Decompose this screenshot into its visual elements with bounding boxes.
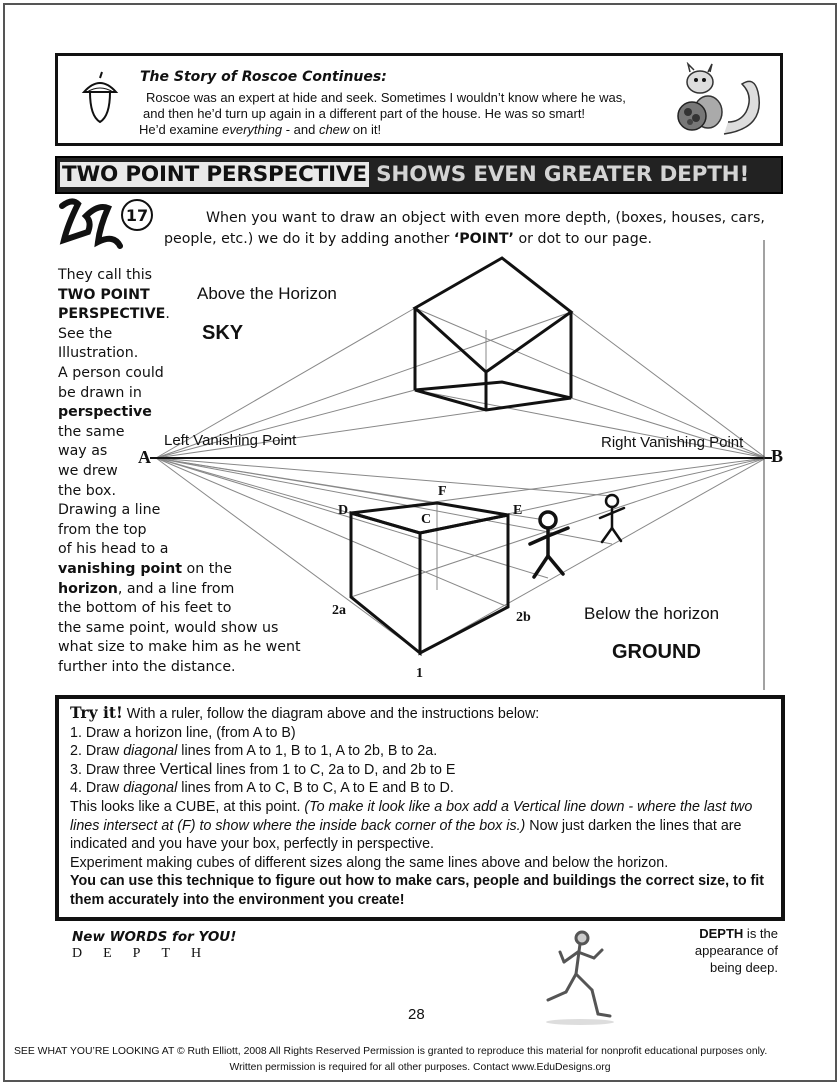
point-e-label: E	[513, 503, 523, 518]
stick-figure-near	[530, 512, 568, 577]
label-above-horizon: Above the Horizon	[197, 284, 337, 303]
new-words-heading: New WORDS for YOU!	[72, 929, 237, 945]
try-it-instructions: Try it! With a ruler, follow the diagram above and the instructions below: 1. Draw a horizon line, (from A to B) 2. Draw diagonal lines from A to 1, B to 1, A to 2b, B to 2a. 3. Draw three Vertical lines from 1 to C, 2a to D, and 2b to E 4. Draw diagonal lines from A to C, B to C, A to E and B to D. This looks like a CUBE, at this point. (To make it look like a box add a Vertical line down - where the last two lines intersect at (F) to show where the inside back corner of the box is.) Now just darken the lines that are indicated and you have your box, perfectly in perspective. Experiment making cubes of different sizes along the same lines above and below the horizon. You can use this technique to figure out how to make cars, people and buildings the correct size, to fit them accurately into the environment you create!	[70, 703, 765, 908]
running-figure-illustration	[536, 928, 620, 1028]
explanation-text: They call this TWO POINT PERSPECTIVE. See the Illustration. A person could be drawn in perspective the same way as we drew the box. Drawing a line from the top of his head to a vanishing point on the horizon, and a line from the bottom of his feet to the same point, would show us what size to make him as he went further into the distance.	[58, 267, 301, 675]
label-ground: GROUND	[612, 641, 701, 663]
point-2b-label: 2b	[516, 610, 531, 625]
construction-lines	[156, 308, 766, 653]
story-line-1: Roscoe was an expert at hide and seek. Sometimes I wouldn’t know where he was,	[146, 90, 626, 105]
story-line-3: He’d examine everything - and chew on it!	[139, 122, 382, 137]
depth-definition: DEPTH is the appearance of being deep.	[694, 926, 778, 975]
label-right-vanishing-point: Right Vanishing Point	[601, 434, 744, 451]
point-d-label: D	[338, 503, 349, 518]
story-line-2: and then he’d turn up again in a different part of the house. He was so smart!	[143, 106, 586, 121]
story-title: The Story of Roscoe Continues:	[140, 69, 387, 85]
point-2a-label: 2a	[332, 603, 346, 618]
label-below-horizon: Below the horizon	[584, 604, 720, 623]
lesson-number: 17	[125, 206, 149, 225]
point-b-label: B	[771, 446, 784, 466]
try-it-heading: Try it!	[70, 703, 123, 722]
page-title: TWO POINT PERSPECTIVE SHOWS EVEN GREATER DEPTH!	[62, 162, 750, 187]
cube-above	[415, 258, 571, 410]
intro-paragraph: When you want to draw an object with even more depth, (boxes, houses, cars, people, etc.) we do it by adding another ‘POINT’ or dot to our page.	[164, 210, 765, 247]
stick-figure-far	[600, 495, 624, 542]
point-a-label: A	[138, 447, 151, 467]
footer-copyright: SEE WHAT YOU’RE LOOKING AT © Ruth Elliott, 2008 All Rights Reserved Permission is granted to reproduce this material for nonprofit educational purposes only.	[14, 1046, 768, 1057]
new-words-letters: DEPTH	[72, 946, 223, 961]
page-number: 28	[408, 1006, 425, 1023]
point-1-label: 1	[416, 666, 423, 681]
label-sky: SKY	[202, 322, 244, 344]
footer-permission: Written permission is required for all other purposes. Contact www.EduDesigns.org	[229, 1062, 611, 1073]
point-f-label: F	[438, 484, 447, 499]
point-c-label: C	[421, 512, 432, 527]
label-left-vanishing-point: Left Vanishing Point	[164, 432, 297, 449]
